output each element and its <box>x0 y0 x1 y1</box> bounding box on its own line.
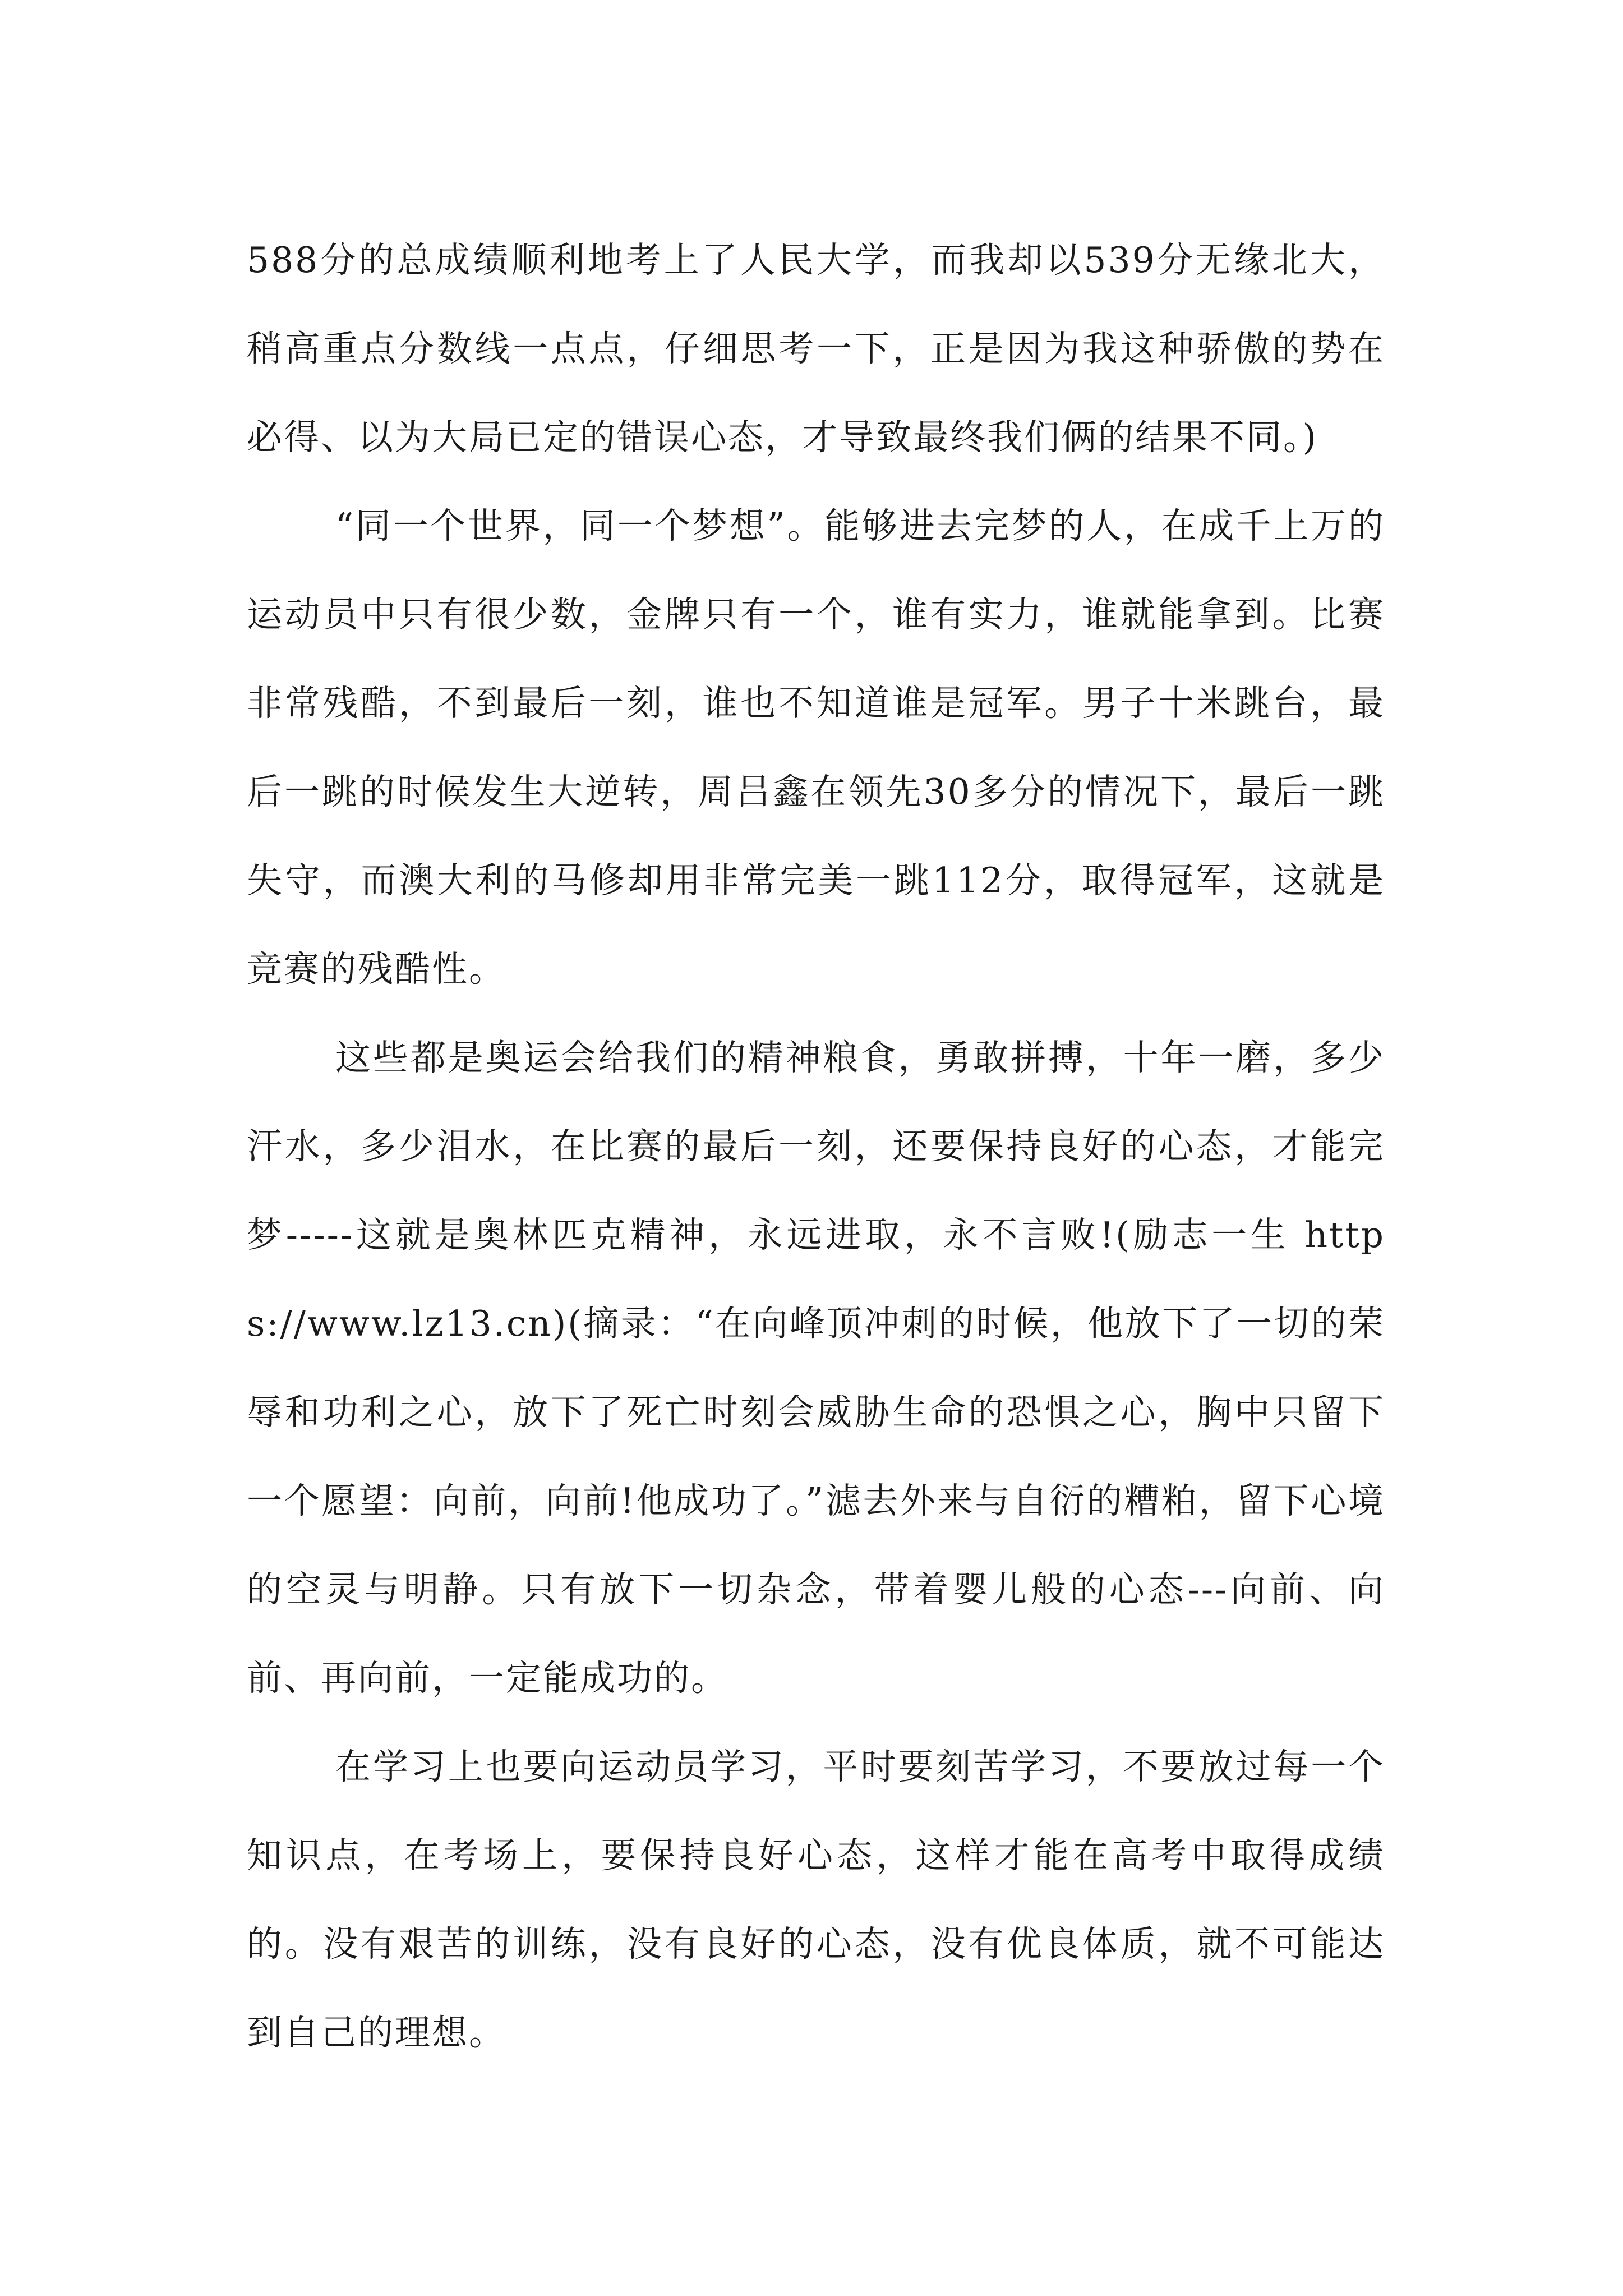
paragraph-2: “同一个世界，同一个梦想”。能够进去完梦的人，在成千上万的运动员中只有很少数，金牌只有一个，谁有实力，谁就能拿到。比赛非常残酷，不到最后一刻，谁也不知道谁是冠军。男子十米跳台，最后一跳的时候发生大逆转，周吕鑫在领先30多分的情况下，最后一跳失守，而澳大利的马修却用非常完美一跳112分，取得冠军，这就是竞赛的残酷性。 <box>247 505 1385 990</box>
paragraph-3: 这些都是奥运会给我们的精神粮食，勇敢拼搏，十年一磨，多少汗水，多少泪水，在比赛的最后一刻，还要保持良好的心态，才能完梦-----这就是奥林匹克精神，永远进取，永不言败!(励志一生 https://www.lz13.cn)(摘录：“在向峰顶冲刺的时候，他放下了一切的荣辱和功利之心，放下了死亡时刻会威胁生命的恐惧之心，胸中只留下一个愿望：向前，向前!他成功了。”滤去外来与自衍的糟粕，留下心境的空灵与明静。只有放下一切杂念，带着婴儿般的心态---向前、向前、再向前，一定能成功的。 <box>247 1037 1385 1699</box>
paragraph-1: 588分的总成绩顺利地考上了人民大学，而我却以539分无缘北大，稍高重点分数线一点点，仔细思考一下，正是因为我这种骄傲的势在必得、以为大局已定的错误心态，才导致最终我们俩的结果不同。) <box>247 240 1385 458</box>
body-text <box>247 216 1385 2077</box>
paragraph-4: 在学习上也要向运动员学习，平时要刻苦学习，不要放过每一个知识点，在考场上，要保持良好心态，这样才能在高考中取得成绩的。没有艰苦的训练，没有良好的心态，没有优良体质，就不可能达到自己的理想。 <box>247 1746 1385 2053</box>
